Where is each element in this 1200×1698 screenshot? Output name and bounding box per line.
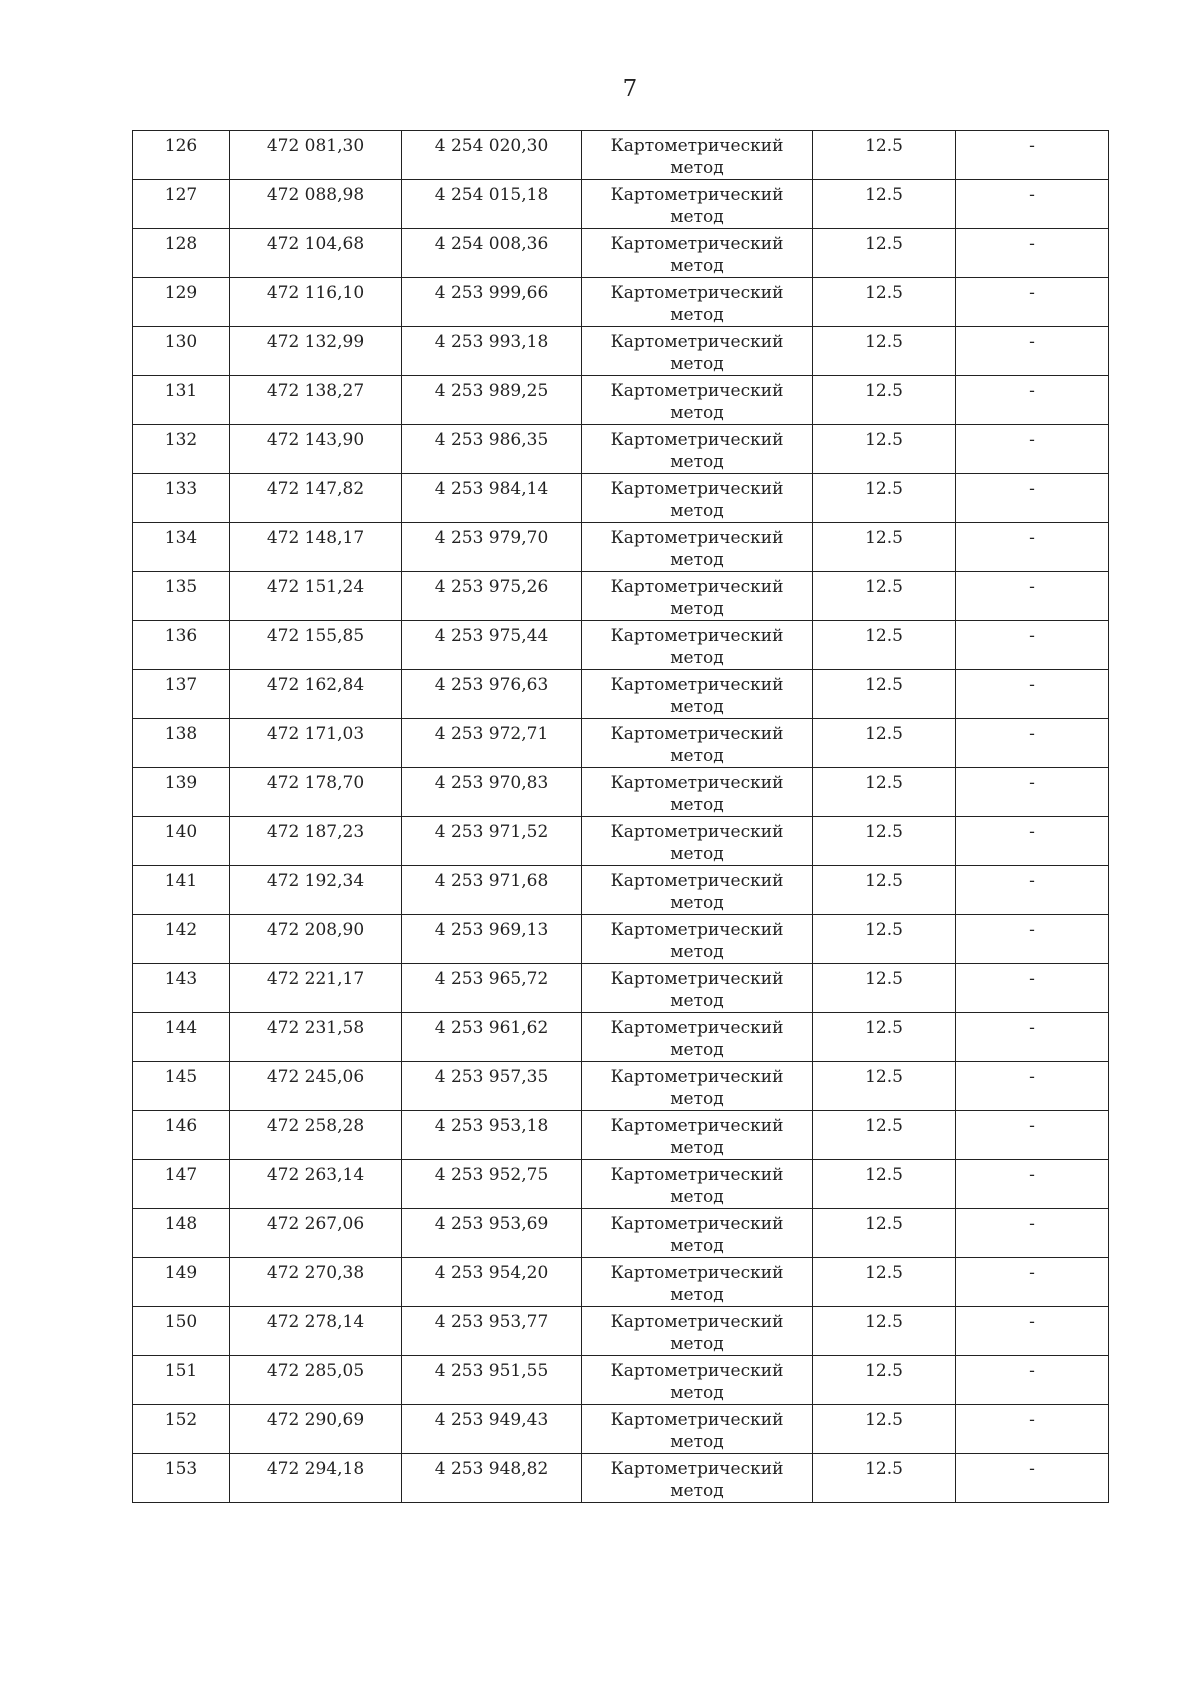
y-coordinate-cell: 4 253 949,43 [402,1405,582,1454]
x-coordinate-cell: 472 208,90 [230,915,402,964]
point-number-cell: 131 [133,376,230,425]
x-coordinate-cell: 472 104,68 [230,229,402,278]
table-row [133,474,1109,523]
x-coordinate-cell: 472 267,06 [230,1209,402,1258]
note-cell: - [956,719,1109,768]
accuracy-cell: 12.5 [813,817,956,866]
note-cell: - [956,278,1109,327]
y-coordinate-cell: 4 254 020,30 [402,131,582,180]
accuracy-cell: 12.5 [813,1160,956,1209]
note-cell: - [956,1454,1109,1503]
accuracy-cell: 12.5 [813,1454,956,1503]
table-row [133,1160,1109,1209]
accuracy-cell: 12.5 [813,719,956,768]
note-cell: - [956,180,1109,229]
method-cell: Картометрический метод [582,376,813,425]
x-coordinate-cell: 472 147,82 [230,474,402,523]
point-number-cell: 150 [133,1307,230,1356]
x-coordinate-cell: 472 132,99 [230,327,402,376]
method-cell: Картометрический метод [582,327,813,376]
x-coordinate-cell: 472 245,06 [230,1062,402,1111]
x-coordinate-cell: 472 162,84 [230,670,402,719]
point-number-cell: 127 [133,180,230,229]
note-cell: - [956,621,1109,670]
table-row [133,1209,1109,1258]
point-number-cell: 130 [133,327,230,376]
note-cell: - [956,964,1109,1013]
note-cell: - [956,572,1109,621]
accuracy-cell: 12.5 [813,1062,956,1111]
point-number-cell: 132 [133,425,230,474]
point-number-cell: 129 [133,278,230,327]
point-number-cell: 147 [133,1160,230,1209]
x-coordinate-cell: 472 116,10 [230,278,402,327]
coordinates-table [132,130,1109,1503]
accuracy-cell: 12.5 [813,327,956,376]
method-cell: Картометрический метод [582,817,813,866]
table-row [133,719,1109,768]
method-cell: Картометрический метод [582,1111,813,1160]
method-cell: Картометрический метод [582,229,813,278]
table-row [133,621,1109,670]
y-coordinate-cell: 4 253 986,35 [402,425,582,474]
x-coordinate-cell: 472 178,70 [230,768,402,817]
note-cell: - [956,523,1109,572]
point-number-cell: 144 [133,1013,230,1062]
point-number-cell: 140 [133,817,230,866]
x-coordinate-cell: 472 278,14 [230,1307,402,1356]
table-row [133,817,1109,866]
y-coordinate-cell: 4 253 961,62 [402,1013,582,1062]
y-coordinate-cell: 4 253 951,55 [402,1356,582,1405]
y-coordinate-cell: 4 253 993,18 [402,327,582,376]
x-coordinate-cell: 472 143,90 [230,425,402,474]
point-number-cell: 148 [133,1209,230,1258]
accuracy-cell: 12.5 [813,1013,956,1062]
x-coordinate-cell: 472 171,03 [230,719,402,768]
y-coordinate-cell: 4 253 954,20 [402,1258,582,1307]
table-row [133,866,1109,915]
method-cell: Картометрический метод [582,1454,813,1503]
table-row [133,1307,1109,1356]
note-cell: - [956,817,1109,866]
note-cell: - [956,1111,1109,1160]
point-number-cell: 126 [133,131,230,180]
accuracy-cell: 12.5 [813,278,956,327]
method-cell: Картометрический метод [582,1209,813,1258]
y-coordinate-cell: 4 253 999,66 [402,278,582,327]
point-number-cell: 138 [133,719,230,768]
y-coordinate-cell: 4 253 971,68 [402,866,582,915]
method-cell: Картометрический метод [582,1356,813,1405]
accuracy-cell: 12.5 [813,229,956,278]
accuracy-cell: 12.5 [813,670,956,719]
x-coordinate-cell: 472 221,17 [230,964,402,1013]
note-cell: - [956,1405,1109,1454]
y-coordinate-cell: 4 253 979,70 [402,523,582,572]
note-cell: - [956,425,1109,474]
table-row [133,915,1109,964]
y-coordinate-cell: 4 253 975,44 [402,621,582,670]
table-row [133,1013,1109,1062]
y-coordinate-cell: 4 253 989,25 [402,376,582,425]
y-coordinate-cell: 4 253 953,18 [402,1111,582,1160]
accuracy-cell: 12.5 [813,523,956,572]
y-coordinate-cell: 4 253 971,52 [402,817,582,866]
point-number-cell: 137 [133,670,230,719]
y-coordinate-cell: 4 254 015,18 [402,180,582,229]
point-number-cell: 139 [133,768,230,817]
table-row [133,964,1109,1013]
y-coordinate-cell: 4 254 008,36 [402,229,582,278]
accuracy-cell: 12.5 [813,1405,956,1454]
method-cell: Картометрический метод [582,278,813,327]
method-cell: Картометрический метод [582,523,813,572]
method-cell: Картометрический метод [582,621,813,670]
note-cell: - [956,1356,1109,1405]
x-coordinate-cell: 472 290,69 [230,1405,402,1454]
point-number-cell: 152 [133,1405,230,1454]
x-coordinate-cell: 472 148,17 [230,523,402,572]
note-cell: - [956,131,1109,180]
accuracy-cell: 12.5 [813,866,956,915]
x-coordinate-cell: 472 270,38 [230,1258,402,1307]
x-coordinate-cell: 472 088,98 [230,180,402,229]
point-number-cell: 135 [133,572,230,621]
accuracy-cell: 12.5 [813,131,956,180]
y-coordinate-cell: 4 253 953,69 [402,1209,582,1258]
accuracy-cell: 12.5 [813,572,956,621]
note-cell: - [956,229,1109,278]
x-coordinate-cell: 472 285,05 [230,1356,402,1405]
method-cell: Картометрический метод [582,131,813,180]
accuracy-cell: 12.5 [813,621,956,670]
note-cell: - [956,327,1109,376]
note-cell: - [956,376,1109,425]
method-cell: Картометрический метод [582,474,813,523]
y-coordinate-cell: 4 253 952,75 [402,1160,582,1209]
page-number: 7 [622,76,638,102]
note-cell: - [956,474,1109,523]
note-cell: - [956,1209,1109,1258]
method-cell: Картометрический метод [582,670,813,719]
table-row [133,229,1109,278]
note-cell: - [956,1160,1109,1209]
x-coordinate-cell: 472 192,34 [230,866,402,915]
method-cell: Картометрический метод [582,572,813,621]
x-coordinate-cell: 472 258,28 [230,1111,402,1160]
method-cell: Картометрический метод [582,1013,813,1062]
x-coordinate-cell: 472 294,18 [230,1454,402,1503]
point-number-cell: 141 [133,866,230,915]
table-row [133,327,1109,376]
point-number-cell: 153 [133,1454,230,1503]
accuracy-cell: 12.5 [813,1356,956,1405]
point-number-cell: 136 [133,621,230,670]
note-cell: - [956,1307,1109,1356]
point-number-cell: 133 [133,474,230,523]
y-coordinate-cell: 4 253 953,77 [402,1307,582,1356]
note-cell: - [956,915,1109,964]
method-cell: Картометрический метод [582,1258,813,1307]
y-coordinate-cell: 4 253 969,13 [402,915,582,964]
table-row [133,1356,1109,1405]
accuracy-cell: 12.5 [813,180,956,229]
x-coordinate-cell: 472 151,24 [230,572,402,621]
y-coordinate-cell: 4 253 970,83 [402,768,582,817]
point-number-cell: 151 [133,1356,230,1405]
x-coordinate-cell: 472 155,85 [230,621,402,670]
y-coordinate-cell: 4 253 957,35 [402,1062,582,1111]
table-row [133,131,1109,180]
table-row [133,670,1109,719]
x-coordinate-cell: 472 138,27 [230,376,402,425]
method-cell: Картометрический метод [582,1307,813,1356]
table-row [133,523,1109,572]
table-row [133,376,1109,425]
x-coordinate-cell: 472 231,58 [230,1013,402,1062]
y-coordinate-cell: 4 253 975,26 [402,572,582,621]
method-cell: Картометрический метод [582,866,813,915]
y-coordinate-cell: 4 253 948,82 [402,1454,582,1503]
table-row [133,768,1109,817]
table-row [133,425,1109,474]
accuracy-cell: 12.5 [813,376,956,425]
x-coordinate-cell: 472 081,30 [230,131,402,180]
accuracy-cell: 12.5 [813,915,956,964]
note-cell: - [956,1013,1109,1062]
method-cell: Картометрический метод [582,719,813,768]
accuracy-cell: 12.5 [813,425,956,474]
point-number-cell: 149 [133,1258,230,1307]
y-coordinate-cell: 4 253 976,63 [402,670,582,719]
y-coordinate-cell: 4 253 965,72 [402,964,582,1013]
accuracy-cell: 12.5 [813,1258,956,1307]
note-cell: - [956,670,1109,719]
point-number-cell: 146 [133,1111,230,1160]
table-row [133,1062,1109,1111]
accuracy-cell: 12.5 [813,768,956,817]
accuracy-cell: 12.5 [813,1307,956,1356]
table-row [133,1111,1109,1160]
note-cell: - [956,1258,1109,1307]
table-row [133,1258,1109,1307]
method-cell: Картометрический метод [582,425,813,474]
y-coordinate-cell: 4 253 972,71 [402,719,582,768]
method-cell: Картометрический метод [582,964,813,1013]
point-number-cell: 128 [133,229,230,278]
note-cell: - [956,768,1109,817]
point-number-cell: 142 [133,915,230,964]
note-cell: - [956,1062,1109,1111]
x-coordinate-cell: 472 263,14 [230,1160,402,1209]
accuracy-cell: 12.5 [813,474,956,523]
note-cell: - [956,866,1109,915]
table-row [133,1405,1109,1454]
point-number-cell: 143 [133,964,230,1013]
point-number-cell: 145 [133,1062,230,1111]
point-number-cell: 134 [133,523,230,572]
method-cell: Картометрический метод [582,1062,813,1111]
method-cell: Картометрический метод [582,1160,813,1209]
accuracy-cell: 12.5 [813,1209,956,1258]
accuracy-cell: 12.5 [813,1111,956,1160]
table-row [133,278,1109,327]
method-cell: Картометрический метод [582,915,813,964]
table-row [133,1454,1109,1503]
y-coordinate-cell: 4 253 984,14 [402,474,582,523]
coordinates-table-body [133,131,1109,1503]
accuracy-cell: 12.5 [813,964,956,1013]
x-coordinate-cell: 472 187,23 [230,817,402,866]
table-row [133,572,1109,621]
table-row [133,180,1109,229]
method-cell: Картометрический метод [582,180,813,229]
method-cell: Картометрический метод [582,768,813,817]
method-cell: Картометрический метод [582,1405,813,1454]
